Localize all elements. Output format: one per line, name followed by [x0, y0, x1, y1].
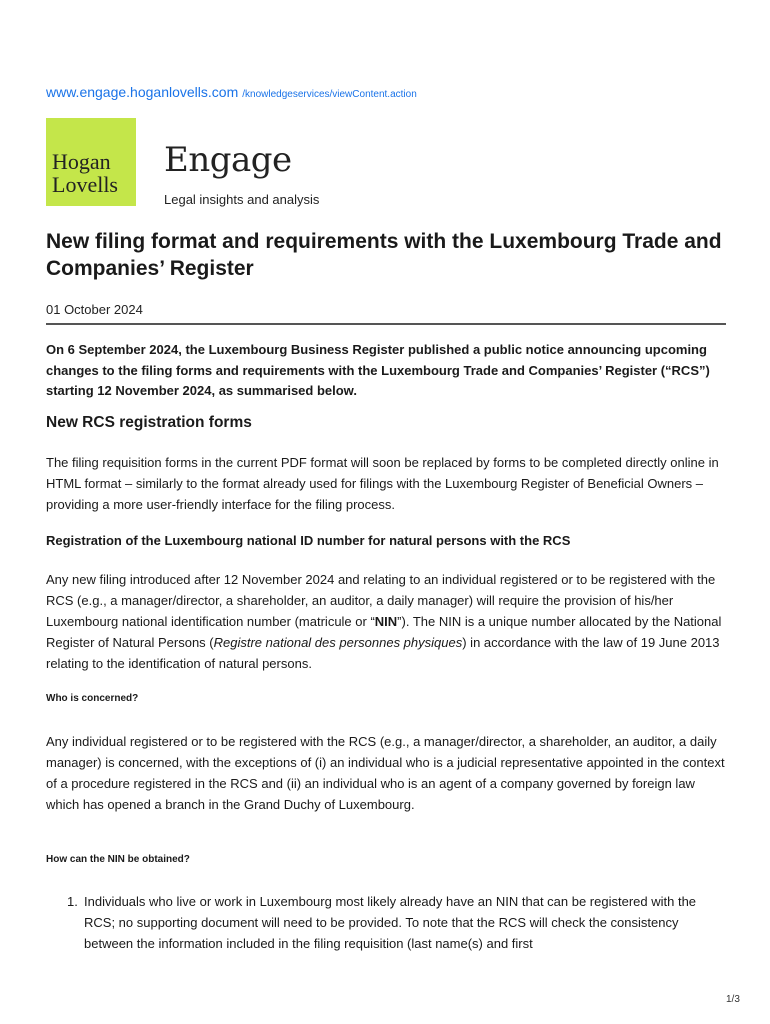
subheading-how-obtained: How can the NIN be obtained?: [46, 854, 190, 865]
engage-tagline: Legal insights and analysis: [164, 192, 320, 207]
subheading-who-concerned: Who is concerned?: [46, 693, 139, 704]
engage-wordmark: Engage: [164, 140, 292, 180]
article-lead: On 6 September 2024, the Luxembourg Business Register published a public notice announcing upcoming changes to the filing forms and requirements with the Luxembourg Trade and Companies’ Register (“RCS”) starting 12 November 2024, as summarised below.: [46, 342, 710, 398]
hogan-lovells-logo: [46, 118, 136, 206]
section-paragraph-nin-registration: [46, 569, 726, 674]
article-date: 01 October 2024: [46, 302, 143, 317]
nin-term: NIN: [374, 614, 398, 629]
numbered-list: [46, 891, 726, 954]
page-number: 1/3: [726, 994, 740, 1005]
section-heading-nin-registration: Registration of the Luxembourg national ID number for natural persons with the RCS: [46, 533, 571, 548]
list-item-text: Individuals who live or work in Luxembourg most likely already have an NIN that can be registered with the RCS; no supporting document will need to be provided. To note that the RCS will check the consistency between the information included in the filing requisition (last name(s) and first: [84, 894, 697, 951]
title-divider: [46, 323, 726, 325]
list-item-number: 1.: [67, 894, 78, 909]
article-title: New filing format and requirements with the Luxembourg Trade and Companies’ Register: [46, 230, 722, 280]
paragraph-who-concerned: Any individual registered or to be registered with the RCS (e.g., a manager/director, a shareholder, an auditor, a daily manager) is concerned, with the exceptions of (i) an individual who is a judicial representative appointed in the context of a procedure registered in the RCS and (ii) an individual who is an agent of a company governed by foreign law which has opened a branch in the Grand Duchy of Luxembourg.: [46, 734, 725, 812]
paragraph-text: Any new filing introduced after 12 November 2024 and relating to an individual registered or to be registered with the RCS (e.g., a manager/director, a shareholder, an auditor, a daily manager) will require the provision of his/her Luxembourg national identification number (matricule or “: [46, 572, 716, 629]
paragraph-text: ”). The NIN is a unique number allocated by the National Register of Natural Persons (: [46, 614, 722, 650]
logo-line-1: Hogan: [52, 149, 111, 174]
registry-name-italic: Registre national des personnes physiques: [213, 635, 463, 650]
url-domain-link[interactable]: www.engage.hoganlovells.com: [46, 84, 239, 100]
source-url[interactable]: [46, 84, 417, 102]
section-paragraph-rcs-forms: The filing requisition forms in the current PDF format will soon be replaced by forms to be completed directly online in HTML format – similarly to the format already used for filings with the Luxembourg Register of Beneficial Owners – providing a more user-friendly interface for the filing process.: [46, 455, 719, 512]
brand-header: [46, 118, 446, 208]
section-heading-rcs-forms: New RCS registration forms: [46, 414, 252, 431]
logo-line-2: Lovells: [52, 172, 118, 197]
paragraph-text: ) in accordance with the law of 19 June 2013 relating to the identification of natural persons.: [46, 635, 720, 671]
url-path-link[interactable]: /knowledgeservices/viewContent.action: [242, 89, 417, 100]
